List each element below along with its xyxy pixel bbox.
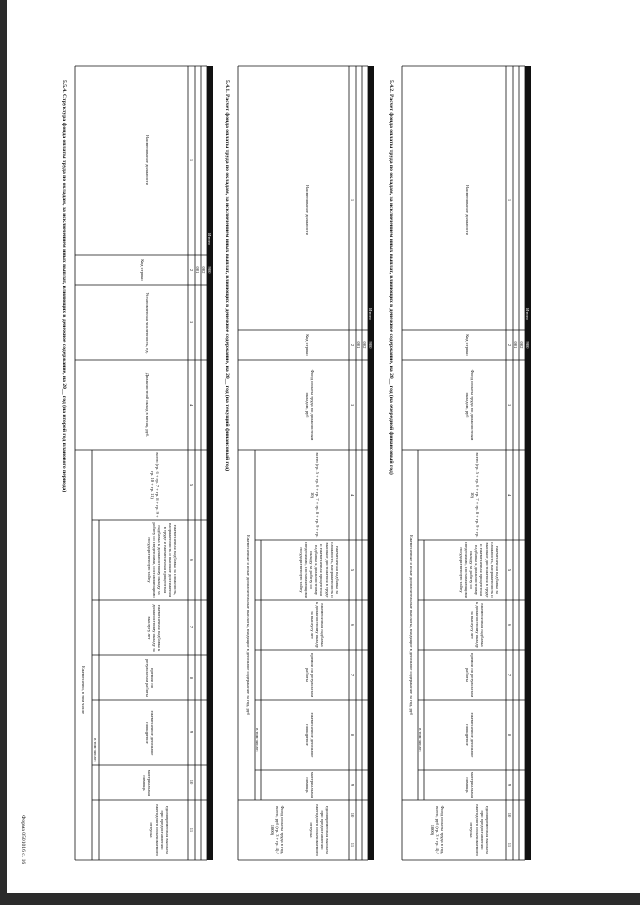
s541-row-code: 001 [356, 341, 361, 349]
s554-head-code: Код строки [140, 259, 145, 281]
s541-colnum-9: 9 [350, 783, 355, 787]
s554-colnum-9: 9 [189, 730, 194, 734]
s554-colnum-5: 5 [189, 483, 194, 487]
s542-head-code: Код строки [465, 334, 470, 356]
s541-head-c10: единовременная выплата при предоставлении ежегодного оплачиваемого отпуска [309, 804, 330, 856]
s542-colnum-4: 4 [507, 493, 512, 497]
s554-head-position: Наименование должности [145, 134, 150, 186]
s554-head-salary: Должностной оклад в месяц, руб. [145, 372, 150, 438]
s554-colnum-6: 6 [189, 558, 194, 562]
s541-total-code: 900 [368, 341, 373, 349]
s541-colnum-8: 8 [350, 733, 355, 737]
s554-head-c11: единовременная выплата при предоставлении ежегодного оплачиваемого отпуска [149, 804, 170, 856]
s554-total-code: 900 [207, 266, 212, 274]
s542-colnum-3: 3 [507, 403, 512, 407]
s554-head-in-that: в том числе: [93, 738, 98, 762]
s542-colnum-11: 11 [507, 842, 512, 848]
s542-row-code: 002 [519, 341, 524, 349]
s554-total-label: Итого [207, 233, 212, 245]
s541-head-in-that: в том числе: [255, 728, 260, 752]
s541-colnum-2: 2 [350, 343, 355, 347]
s541-colnum-6: 6 [350, 623, 355, 627]
s554-head-c9: ежемесячное денежное поощрение [144, 710, 155, 756]
s541-colnum-7: 7 [350, 673, 355, 677]
s542-head-c8: ежемесячное денежное поощрение [464, 712, 475, 758]
s542-total-code: 900 [525, 341, 530, 349]
s541-colnum-5: 5 [350, 568, 355, 572]
s542-head-c7: премии по результатам работы [464, 652, 475, 698]
s541-colnum-11: 11 [350, 842, 355, 848]
s542-colnum-1: 1 [507, 198, 512, 202]
section-554-caption: 5.5.4. Структура фонда оплаты труда по окладам, за исключением иных выплат, влияющих в денежное содержание, на 20__ год (на второй год планового периода) [61, 80, 67, 493]
s542-head-in-that: в том числе: [418, 728, 423, 752]
s541-head-fund: Фонд оплаты труда по должностным окладам, руб [304, 369, 315, 441]
s554-colnum-4: 4 [189, 403, 194, 407]
s541-colnum-4: 4 [350, 493, 355, 497]
s554-head-total: всего (гр. 6 + гр. 7 + гр. 8 + гр. 9 + гр. 10 + гр. 11) [149, 452, 160, 518]
s541-total-label: Итого [368, 308, 373, 320]
s541-colnum-10: 10 [350, 812, 355, 818]
s542-row-code: 001 [513, 341, 518, 349]
s542-colnum-6: 6 [507, 623, 512, 627]
s554-colnum-11: 11 [189, 827, 194, 833]
s542-colnum-10: 10 [507, 812, 512, 818]
s554-row-code: 001 [195, 266, 200, 274]
s554-colnum-10: 10 [189, 779, 194, 785]
s542-head-c5: ежемесячная надбавка за сложность, напряженность и высокие достижения в труде и ежемесячная процентная надбавка к должностному окладу за работу со сведениями, составляющими государственную тайну [458, 542, 500, 598]
s542-colnum-5: 5 [507, 568, 512, 572]
s541-head-c7: премии по результатам работы [304, 652, 315, 698]
s541-head-total: всего (гр. 5 + гр. 6 + гр. 7 + гр. 8 + гр. 9 + гр. 10) [309, 452, 320, 538]
s542-head-c11: Фонд оплаты труда в год, всего, руб (гр. 3 + гр. 4) / 1000) [429, 805, 445, 855]
section-541-caption: 5.4.1. Расчет фонда оплаты труда по окладам, за исключением иных выплат, влияющих в денежное содержание, на 20__ год (на текущий финансовый год) [224, 80, 230, 472]
s542-colnum-2: 2 [507, 343, 512, 347]
s541-colnum-1: 1 [350, 198, 355, 202]
s541-head-c9: материальная помощь [304, 772, 315, 798]
s554-colnum-3: 3 [189, 320, 194, 324]
s542-colnum-7: 7 [507, 673, 512, 677]
s542-total-label: Итого [525, 308, 530, 320]
s542-head-c10: единовременная выплата при предоставлении ежегодного оплачиваемого отпуска [469, 804, 490, 856]
s541-row-code: 002 [362, 341, 367, 349]
s542-head-group: Ежемесячные и иные дополнительные выплаты, входящие в денежное содержание за год, руб [409, 534, 414, 716]
s554-colnum-2: 2 [189, 268, 194, 272]
s554-head-c8: премии по результатам работы [144, 659, 155, 697]
s554-head-group: Ежемесячно, в том числе [81, 665, 86, 715]
s542-head-fund: Фонд оплаты труда по должностным окладам, руб [464, 369, 475, 441]
s541-head-c5: ежемесячная надбавка за сложность, напряженность и высокие достижения в труде и ежемесячная процентная надбавка к должностному окладу за работу со сведениями, составляющими государственную тайну [298, 542, 340, 598]
s542-head-c9: материальная помощь [464, 772, 475, 798]
s554-head-c7: ежемесячная надбавка к должностному окладу за выслугу лет [146, 604, 162, 652]
s541-head-position: Наименование должности [305, 184, 310, 236]
s554-colnum-1: 1 [189, 158, 194, 162]
s554-head-c6: ежемесячная надбавка за сложность, напряженность и высокие достижения в труде и ежемесячная процентная надбавка к должностному окладу за работу со сведениями, составляющими государственную тайну [146, 522, 178, 598]
s541-head-code: Код строки [305, 334, 310, 356]
s542-colnum-9: 9 [507, 783, 512, 787]
s554-row-code: 002 [201, 266, 206, 274]
s541-colnum-3: 3 [350, 403, 355, 407]
s541-head-group: Ежемесячные и иные дополнительные выплаты, входящие в денежное содержание за год, руб [246, 534, 251, 716]
s542-head-total: всего (гр. 5 + гр. 6 + гр. 7 + гр. 8 + гр. 9 + гр. 10) [469, 452, 480, 538]
form-code: Форма 0501016 с. 16 [20, 815, 26, 865]
s554-head-c10: материальная помощь [141, 769, 152, 797]
s554-colnum-8: 8 [189, 676, 194, 680]
s541-head-c11: Фонд оплаты труда в год, всего, руб (гр. 3 + гр. 4) / 1000) [269, 805, 285, 855]
s542-colnum-8: 8 [507, 733, 512, 737]
s554-head-count: Установленная численность, ед. [145, 292, 150, 354]
s542-head-position: Наименование должности [465, 184, 470, 236]
s541-head-c8: ежемесячное денежное поощрение [304, 712, 315, 758]
section-542-caption: 5.4.2. Расчет фонда оплаты труда по окладам, за исключением иных выплат, влияющих в денежное содержание, на 20__ год (на очередной финансовый год) [388, 80, 394, 475]
s542-head-c6: ежемесячная надбавка к должностному окладу за выслугу лет [469, 602, 485, 648]
s541-head-c6: ежемесячная надбавка к должностному окладу за выслугу лет [309, 602, 325, 648]
s554-colnum-7: 7 [189, 625, 194, 629]
